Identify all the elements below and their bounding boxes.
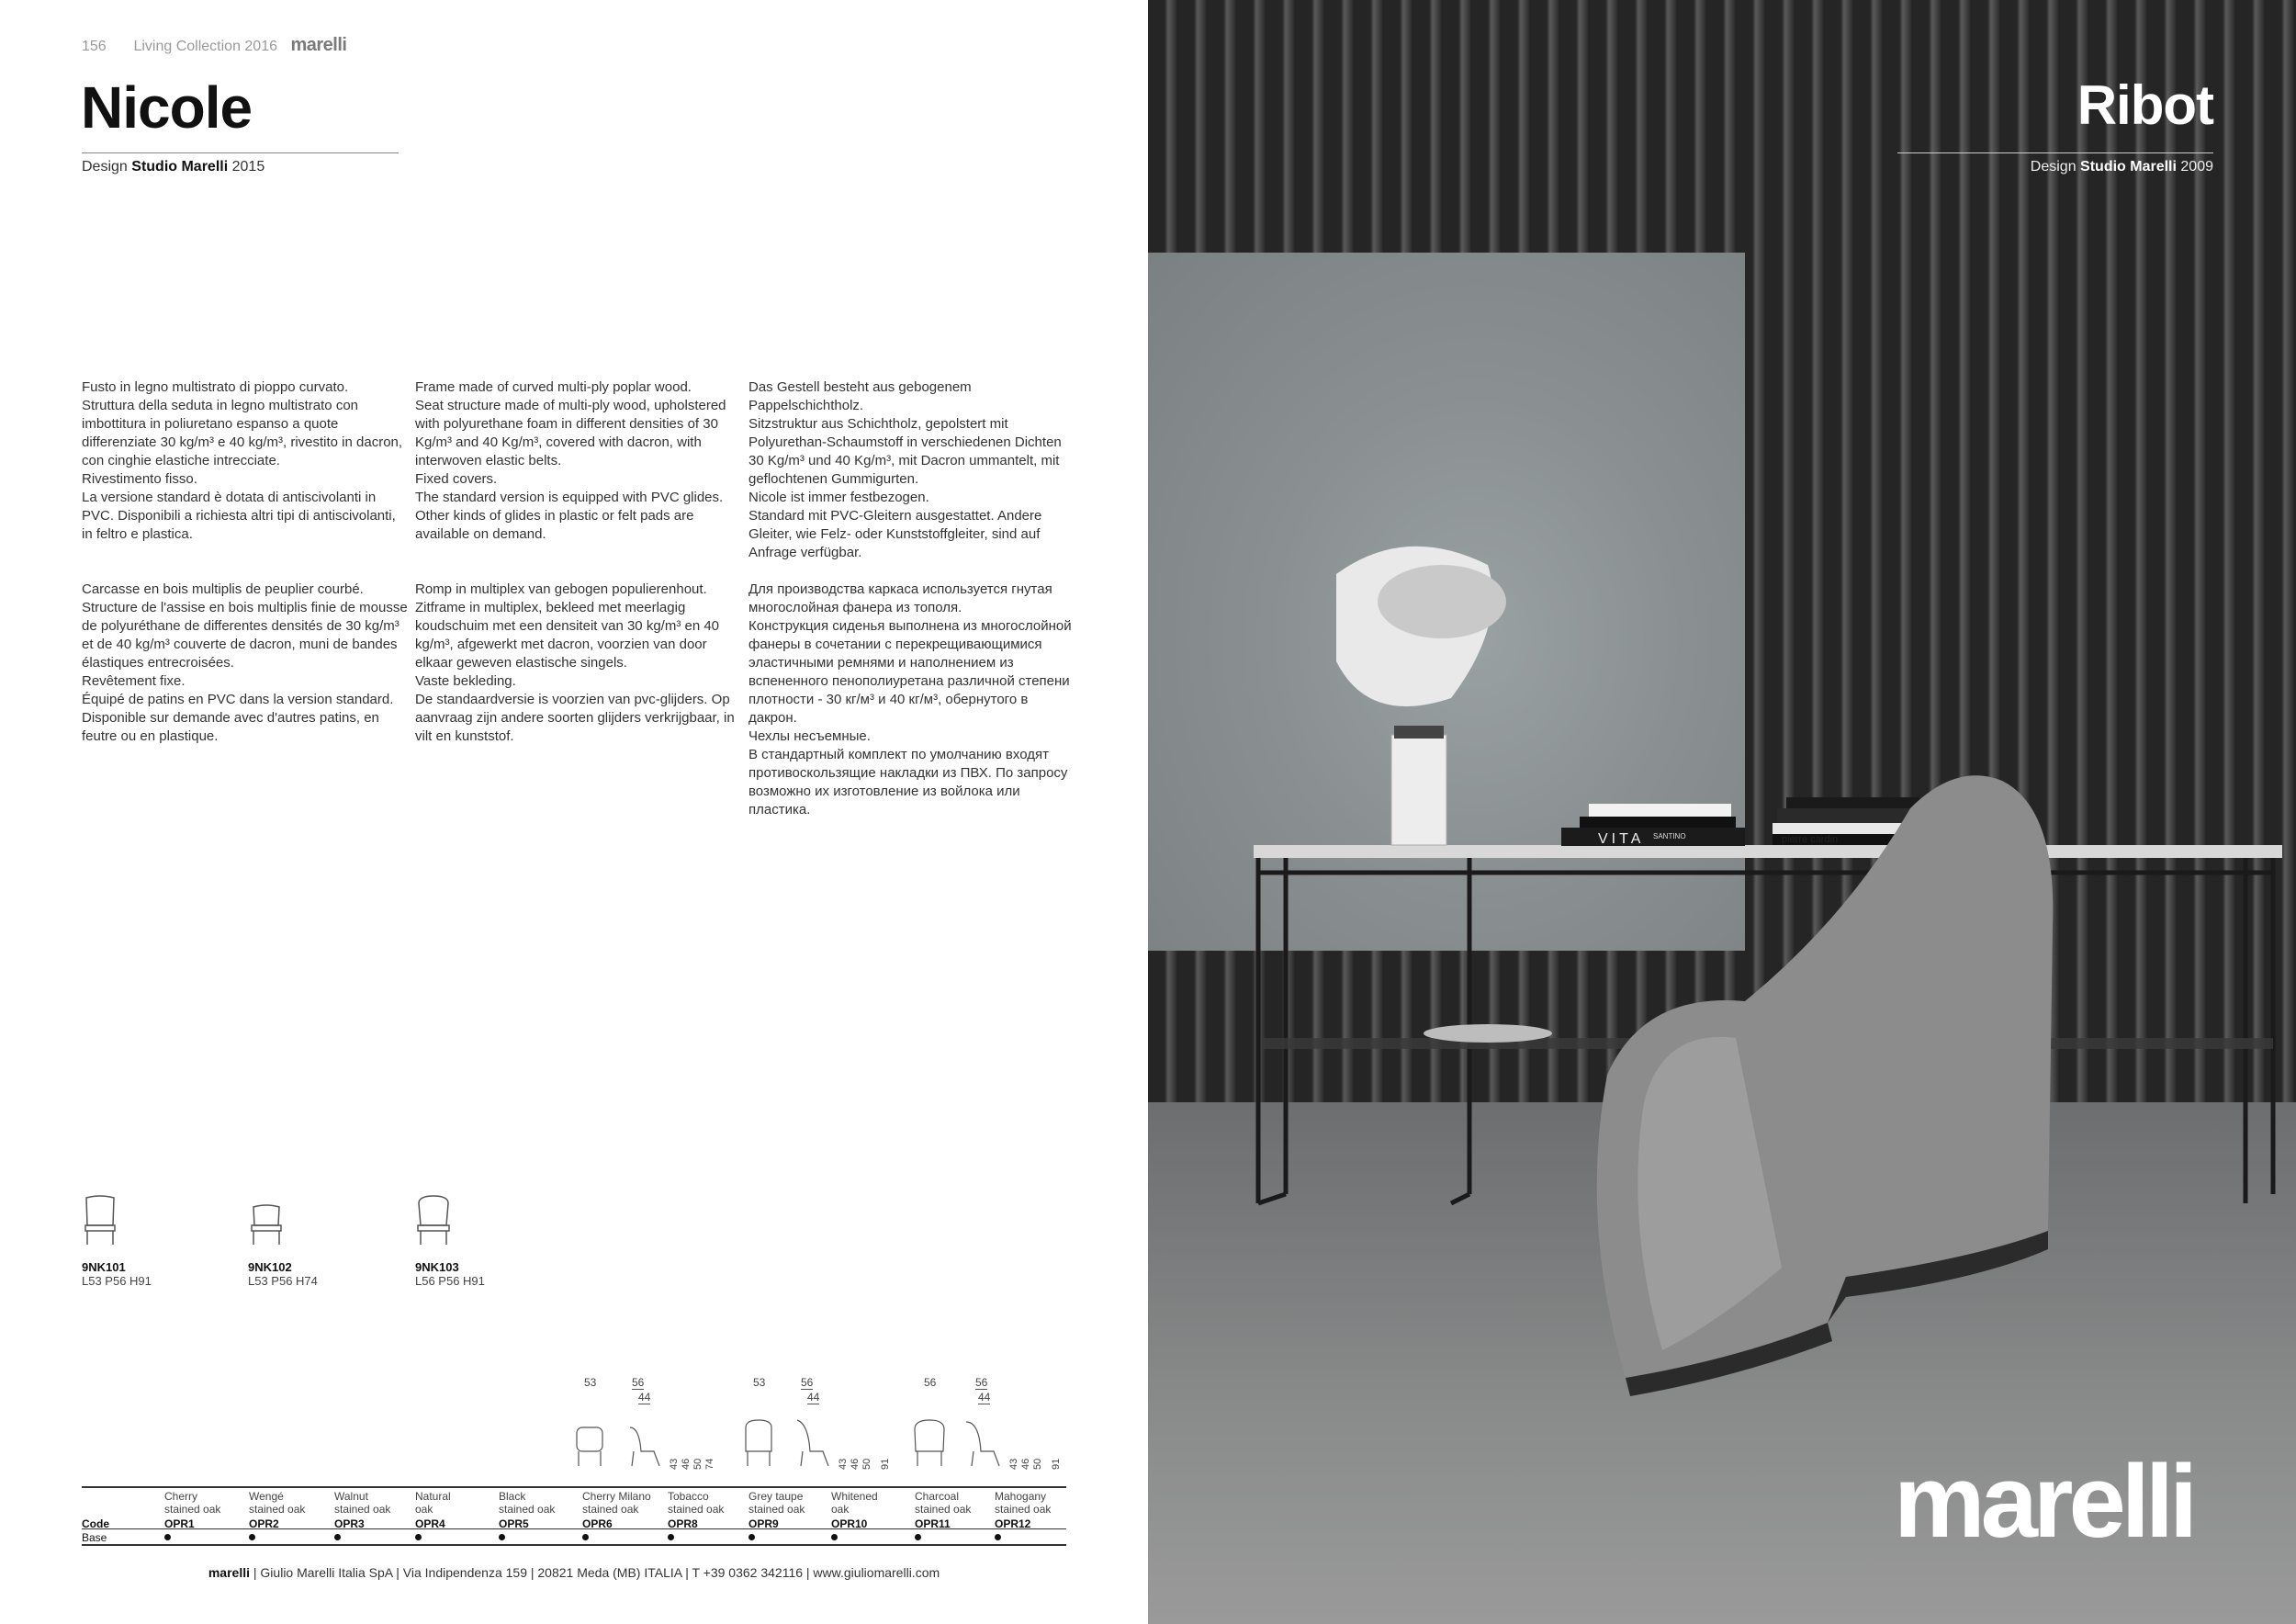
finish-code: OPR3 [334,1517,365,1530]
finish-name-line-1: Cherry [164,1490,198,1503]
finish-name-line-2: oak [415,1503,433,1516]
silver-bowl [1424,1024,1552,1043]
dim-depth: 56 [975,1376,988,1389]
dim-h-2: 46 [850,1458,861,1470]
book-title-vita: VITA [1598,831,1645,847]
base-available-dot [915,1534,921,1540]
chair-9nk103-icon [415,1194,452,1246]
chair-9nk101-icon [82,1194,118,1246]
dim-h-3: 50 [861,1458,872,1470]
base-available-dot [995,1534,1001,1540]
finish-name-line-2: stained oak [249,1503,306,1516]
description-french: Carcasse en bois multiplis de peuplier courbé. Structure de l'assise en bois multiplis finie de mousse de polyuréthane de differentes densités de 30 kg/m³ et de 40 kg/m³ couverte de dacron, muni de bandes élastiques entrecroisées. Revêtement fixe. Équipé de patins en PVC dans la version standard. Disponible sur demande avec d'autres patins, en feutre ou en plastique. [82,581,408,744]
finish-name [499,1490,581,1516]
finish-name-line-2: stained oak [164,1503,221,1516]
row-label-code: Code [82,1517,109,1530]
chair-9nk102-icon [248,1203,285,1246]
finish-name-line-2: stained oak [915,1503,972,1516]
finish-name [831,1490,914,1516]
model-label-2 [248,1260,318,1288]
room-scene [1148,0,2296,1624]
marelli-logo: marelli [1894,1444,2194,1559]
dim-width: 53 [584,1376,597,1389]
dim-h-3: 50 [1032,1458,1043,1470]
finish-name-line-1: Wengé [249,1490,284,1503]
design-credit [82,159,264,175]
finish-code: OPR4 [415,1517,445,1530]
base-available-dot [499,1534,505,1540]
ribot-armchair [1597,775,2054,1396]
design-studio: Studio Marelli [2080,159,2177,175]
finish-name-line-1: Walnut [334,1490,368,1503]
dim-width: 56 [924,1376,937,1389]
finish-name-line-2: stained oak [334,1503,391,1516]
dim-depth-seat: 44 [807,1391,820,1404]
table-top-rule [82,1486,1066,1488]
footer-brand: marelli [208,1565,250,1580]
photo-product-title: Ribot [2077,74,2213,136]
finish-code: OPR12 [995,1517,1031,1530]
base-available-dot [582,1534,589,1540]
table-lamp [1336,547,1506,845]
dim-width: 53 [753,1376,766,1389]
description-dutch: Romp in multiplex van gebogen populierenhout. Zitframe in multiplex, bekleed met meerlagig koudschuim met een densiteit van 30 kg/m³ en 40 kg/m³, afgewerkt met dacron, voorzien van door elkaar geweven elastische singels. Vaste bekleding. De standaardversie is voorzien van pvc-glijders. Op aanvraag zijn andere soorten glijders verkrijgbaar, in vilt en kunststof. [415,581,735,744]
finish-code: OPR10 [831,1517,868,1530]
finish-name-line-2: stained oak [748,1503,805,1516]
title-divider [82,152,399,153]
table-bottom-rule [82,1544,1066,1546]
finish-code: OPR8 [668,1517,698,1530]
chair-front-side-drawing [573,1424,665,1470]
header-brand: marelli [290,35,347,55]
model-dims: L56 P56 H91 [415,1274,485,1288]
description-russian: Для производства каркаса используется гнутая многослойная фанера из тополя. Конструкция сиденья выполнена из многослойной фанеры в сочетании с перекрещивающимися эластичными ремнями и наполнением из вспененного пенополиуретана различной степени плотности - 30 кг/м³ и 40 кг/м³, обернутого в дакрон. Чехлы несъемные. В стандартный комплект по умолчанию входят противоскользящие накладки из ПВХ. По запросу возможно их изготовление из войлока или пластика. [748,581,1072,818]
finish-code: OPR11 [915,1517,951,1530]
photo-title-divider [1897,152,2213,153]
finish-code: OPR9 [748,1517,779,1530]
base-available-dot [668,1534,674,1540]
dim-h-4: 74 [704,1458,715,1470]
finish-name [164,1490,247,1516]
base-available-dot [334,1534,341,1540]
chair-front-side-drawing [913,1418,1005,1470]
right-page-photo [1148,0,2296,1624]
base-available-dot [831,1534,838,1540]
dim-h-2: 46 [1020,1458,1031,1470]
design-year: 2009 [2180,159,2213,175]
model-code: 9NK103 [415,1260,459,1274]
design-prefix: Design [82,159,128,175]
dim-h-4: 91 [1051,1458,1062,1470]
dim-depth: 56 [801,1376,814,1389]
finish-name-line-2: stained oak [499,1503,556,1516]
finish-name [748,1490,831,1516]
dim-h-2: 46 [681,1458,692,1470]
dim-depth-seat: 44 [638,1391,651,1404]
chair-front-side-drawing [742,1418,834,1470]
design-prefix: Design [2030,159,2077,175]
photo-design-credit [2031,159,2213,175]
finish-name [415,1490,498,1516]
dim-depth: 56 [632,1376,645,1389]
model-code: 9NK101 [82,1260,126,1274]
model-dims: L53 P56 H74 [248,1274,318,1288]
dim-depth-seat: 44 [978,1391,991,1404]
footer-contact: | Giulio Marelli Italia SpA | Via Indipendenza 159 | 20821 Meda (MB) ITALIA | T +39 0362 342116 | www.giuliomarelli.com [250,1565,940,1580]
description-italian: Fusto in legno multistrato di pioppo curvato. Struttura della seduta in legno multistrato con imbottitura in poliuretano espanso a quote differenziate 30 kg/m³ e 40 kg/m³, rivestito in dacron, con cinghie elastiche intrecciate. Rivestimento fisso. La versione standard è dotata di antiscivolanti in PVC. Disponibili a richiesta altri tipi di antiscivolanti, in feltro e plastica. [82,379,403,542]
model-label-1 [82,1260,152,1288]
finish-name-line-1: Mahogany [995,1490,1047,1503]
finish-name-line-1: Charcoal [915,1490,960,1503]
base-available-dot [748,1534,755,1540]
dim-h-1: 43 [1008,1458,1019,1470]
page-header [82,35,346,56]
dim-h-4: 91 [880,1458,891,1470]
design-studio: Studio Marelli [131,159,229,175]
book-title-santino: SANTINO [1653,832,1686,840]
book-title-pierre-cardin: pierre cardin [1782,834,1839,845]
collection-name: Living Collection 2016 [133,39,277,54]
console-top [1254,845,2282,858]
base-available-dot [415,1534,422,1540]
finish-name-line-1: Black [499,1490,526,1503]
finish-name-line-1: Cherry Milano [582,1490,651,1503]
finish-name-line-1: Whitened [831,1490,878,1503]
finish-name-line-2: stained oak [995,1503,1052,1516]
finish-name [582,1490,665,1516]
model-dims: L53 P56 H91 [82,1274,152,1288]
finish-name-line-1: Grey taupe [748,1490,804,1503]
dim-h-1: 43 [838,1458,849,1470]
page-footer [0,1565,1148,1580]
row-label-base: Base [82,1531,107,1544]
finish-name-line-1: Tobacco [668,1490,709,1503]
finish-code: OPR1 [164,1517,195,1530]
finish-name [249,1490,332,1516]
model-label-3 [415,1260,485,1288]
product-title: Nicole [81,74,253,141]
finish-name-line-1: Natural [415,1490,451,1503]
finish-name-line-2: stained oak [582,1503,639,1516]
description-english: Frame made of curved multi-ply poplar wood. Seat structure made of multi-ply wood, upholstered with polyurethane foam in different densities of 30 Kg/m³ and 40 Kg/m³, covered with dacron, with interwoven elastic belts. Fixed covers. The standard version is equipped with PVC glides. Other kinds of glides in plastic or felt pads are available on demand. [415,379,726,542]
page-number: 156 [82,39,107,54]
design-year: 2015 [231,159,265,175]
finish-name-line-2: oak [831,1503,850,1516]
description-german: Das Gestell besteht aus gebogenem Pappelschichtholz. Sitzstruktur aus Schichtholz, gepolstert mit Polyurethan-Schaumstoff in verschiedenen Dichten 30 Kg/m³ und 40 Kg/m³, mit Dacron ummantelt, mit geflochtenen Gummigurten. Nicole ist immer festbezogen. Standard mit PVC-Gleitern ausgestattet. Andere Gleiter, wie Felz- oder Kunststoffgleiter, sind auf Anfrage verfügbar. [748,379,1062,560]
finish-name [334,1490,417,1516]
finish-code: OPR2 [249,1517,279,1530]
finish-name-line-2: stained oak [668,1503,725,1516]
base-available-dot [249,1534,255,1540]
model-code: 9NK102 [248,1260,292,1274]
finish-name [995,1490,1077,1516]
finish-code: OPR6 [582,1517,613,1530]
dim-h-3: 50 [692,1458,703,1470]
base-available-dot [164,1534,171,1540]
finish-code: OPR5 [499,1517,529,1530]
dim-h-1: 43 [669,1458,680,1470]
finish-name [915,1490,997,1516]
finish-name [668,1490,750,1516]
